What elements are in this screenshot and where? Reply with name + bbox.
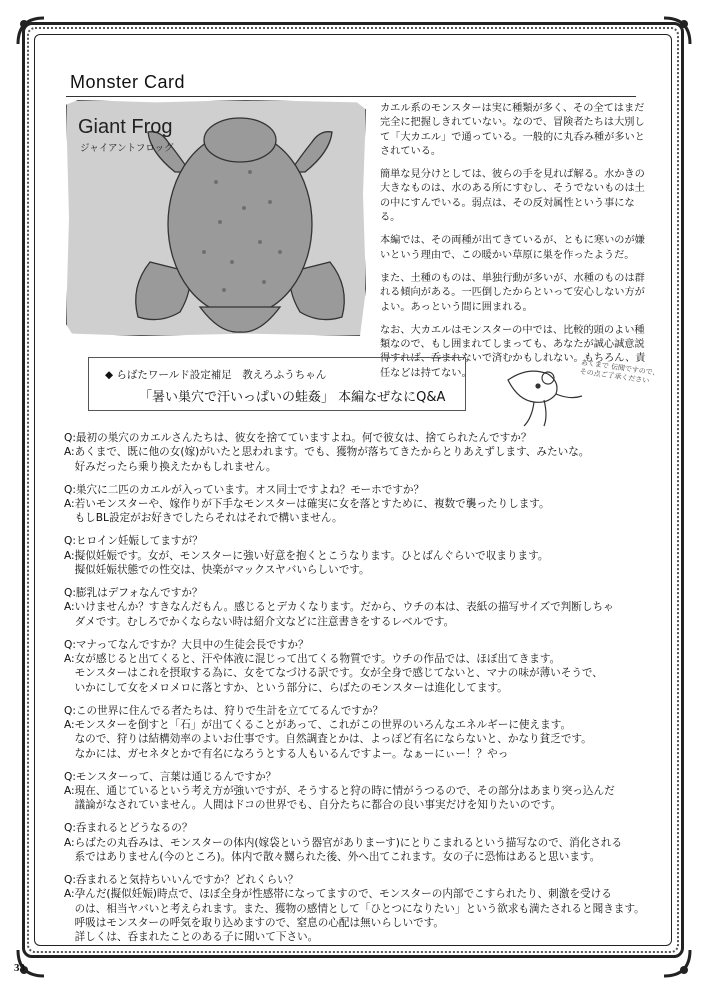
card-monster-name-jp: ジャイアントフロッグ	[80, 143, 174, 154]
header-divider	[66, 96, 636, 97]
corner-ornament-icon	[660, 14, 694, 48]
mouse-doodle-icon	[498, 360, 588, 430]
qa-line: Q:最初の巣穴のカエルさんたちは、彼女を捨てていますよね。何で彼女は、捨てられたんですか？	[64, 432, 532, 444]
qa-line: Q:マナってなんですか？大貝中の生徒会長ですか？	[64, 638, 309, 651]
qa-line: Q:巣穴に二匹のカエルが入っています。オス同士ですよね？モーホですか？	[64, 483, 425, 496]
qa-line: A:孕んだ(擬似妊娠)時点で、ほぼ全身が性感帯になってますので、モンスターの内部でこすられたり、刺激を受ける	[64, 888, 612, 901]
qa-item	[64, 821, 664, 864]
qa-line: A:女が感じると出てくると、汗や体液に混じって出てくる物質です。ウチの作品では、ほぼ出てきます。	[64, 653, 561, 666]
qa-line: 詳しくは、呑まれたことのある子に聞いて下さい。	[64, 931, 319, 944]
qa-line: Q:ヒロイン妊娠してますが？	[64, 535, 203, 548]
qa-line: Q:モンスターって、言葉は通じるんですか？	[64, 770, 277, 783]
qa-line: なかには、ガセネタとかで有名になろうとする人もいるんですよー。なぁーにぃー！？やっ	[64, 747, 509, 760]
qa-line: モンスターはこれを摂取する為に、女をてなづける訳です。女が全身で感じてないと、マナの味が薄いそうで、	[64, 667, 603, 680]
corner-ornament-icon	[660, 946, 694, 980]
qa-line: Q:呑まれるとどうなるの？	[64, 822, 193, 835]
page-number: 33	[14, 962, 25, 974]
card-monster-name: Giant Frog	[78, 116, 173, 138]
description-paragraph: また、土種のものは、単独行動が多いが、水種のものは群れる傾向がある。一匹倒したからといって安心しない方がよい。あっという間に囲まれる。	[380, 272, 645, 313]
description-paragraph: なお、大カエルはモンスターの中では、比較的頭のよい種類なので、もし囲まれてしまっても、あなたが誠心誠意説得すれば、呑まれないで済むかもしれない。もちろん、責任などは持てない。	[380, 324, 646, 379]
qa-item	[64, 704, 664, 761]
qa-list	[64, 431, 664, 953]
qa-item	[64, 770, 664, 813]
qa-item	[64, 873, 664, 944]
description-paragraph: カエル系のモンスターは実に種類が多く、その全てはまだ完全に把握しきれていない。なので、冒険者たちは大別して「大カエル」で通っている。一般的に丸呑み種が多いとされている。	[380, 103, 645, 157]
qa-item	[64, 534, 664, 577]
monster-description	[380, 102, 650, 390]
qa-section-header	[88, 357, 466, 411]
page-title: Monster Card	[70, 72, 186, 92]
qa-line: のは、相当ヤバいと考えられます。また、獲物の感情として「ひとつになりたい」という欲求も満たされると聞きます。	[64, 902, 645, 915]
doodle-handwritten-note: あくまで 伝聞ですので、 その点ご了承ください	[579, 358, 660, 386]
qa-line: 擬似妊娠状態での性交は、快楽がマックスヤバいらしいです。	[64, 563, 370, 576]
qa-line: A:モンスターを倒すと「石」が出てくることがあって、これがこの世界のいろんなエネルギーに使えます。	[64, 719, 572, 732]
qa-line: A:いけませんか？すきなんだもん。感じるとデカくなります。だから、ウチの本は、表紙の描写サイズで判断しちゃ	[64, 601, 614, 614]
qa-line: A:らばたの丸呑みは、モンスターの体内(嫁袋という器官がありまーす)にとりこまれるという描写なので、消化される	[64, 836, 623, 849]
qa-line: Q:膨乳はデフォなんですか？	[64, 587, 203, 600]
qa-line: いかにして女をメロメロに落とすか、という部分に、らばたのモンスターは進化してます。	[64, 681, 508, 694]
qa-line: Q:呑まれると気持ちいいんですか？どれくらい？	[64, 874, 299, 887]
qa-line: 系ではありません(今のところ)。体内で散々嬲られた後、外へ出てこれます。女の子に恐怖はあると思います。	[64, 851, 601, 863]
description-paragraph: 簡単な見分けとしては、彼らの手を見れば解る。水かきの大きなものは、水のある所にすむし、そうでないものは土の中にすんでいる。弱点は、その反対属性という事になる。	[380, 169, 645, 224]
qa-item	[64, 431, 664, 474]
description-paragraph: 本編では、その両種が出てきているが、ともに寒いのが嫌いという理由で、この暖かい草原に巣を作ったようだ。	[380, 235, 645, 261]
qa-line: A:現在、通じているという考え方が強いですが、そうすると狩の時に情がうつるので、その部分はあまり突っ込んだ	[64, 785, 615, 798]
qa-line: A:若いモンスターや、嫁作りが下手なモンスターは確実に女を落とすために、複数で襲ったりします。	[64, 497, 550, 510]
qa-line: 呼吸はモンスターの呼気を取り込めますので、窒息の心配は無いらしいです。	[64, 916, 444, 929]
qa-line: 議論がなされていません。人間はドコの世界でも、自分たちに都合の良い事実だけを知りたいのです。	[64, 799, 562, 812]
qa-line: 好みだったら乗り換えたかもしれません。	[64, 460, 277, 473]
qa-line: Q:この世界に住んでる者たちは、狩りで生計を立ててるんですか？	[64, 704, 384, 717]
qa-line: ダメです。むしろでかくならない時は紹介文などに注意書きをするレベルです。	[64, 615, 455, 628]
qa-header-title: 「暑い巣穴で汗いっぱいの蛙姦」 本編なぜなにQ&A	[139, 390, 446, 405]
qa-header-label: ◆ らばたワールド設定補足 教えろふうちゃん	[105, 369, 327, 381]
qa-line: A:擬似妊娠です。女が、モンスターに強い好意を抱くとこうなります。ひとばんぐらいで収まります。	[64, 549, 549, 562]
corner-ornament-icon	[14, 14, 48, 48]
qa-item	[64, 638, 664, 695]
qa-line: もしBL設定がお好きでしたらそれはそれで構いません。	[64, 512, 343, 525]
qa-item	[64, 586, 664, 629]
qa-line: A:あくまで、既に他の女(嫁)がいたと思われます。でも、獲物が落ちてきたからとりあえずします、みたいな。	[64, 446, 590, 459]
qa-line: なので、狩りは結構効率のよいお仕事です。自然調査とかは、よっぽど有名にならないと、かなり貧乏です。	[64, 733, 592, 746]
qa-item	[64, 483, 664, 526]
